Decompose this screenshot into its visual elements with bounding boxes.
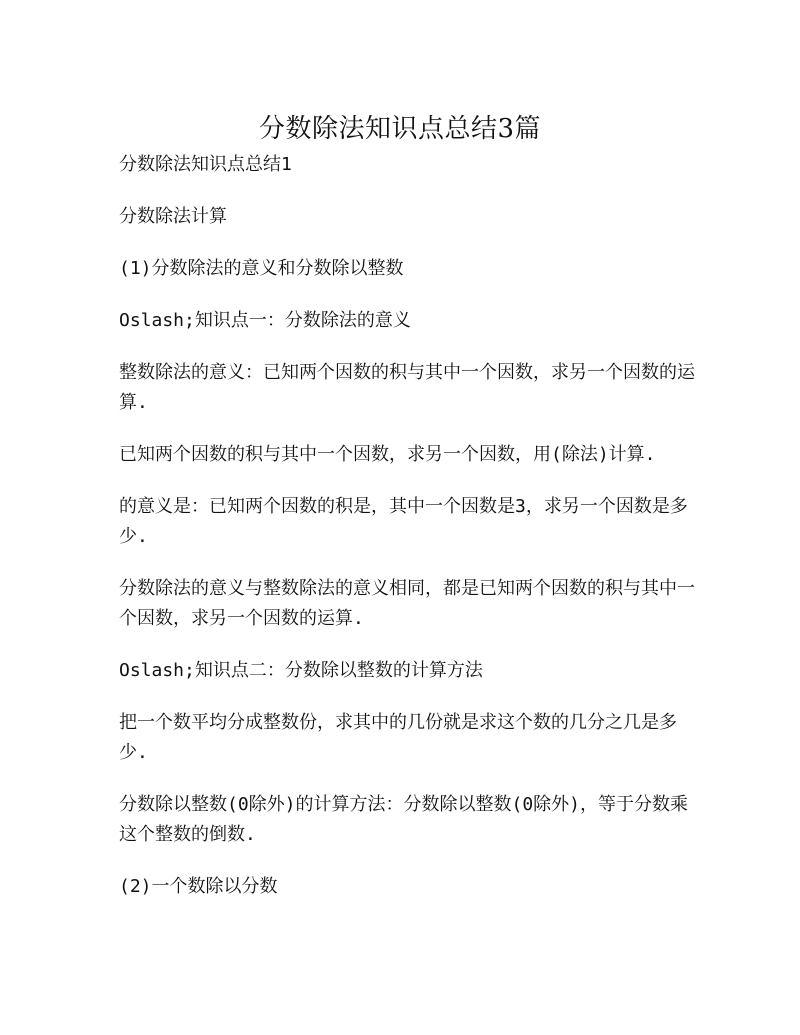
paragraph: 已知两个因数的积与其中一个因数，求另一个因数，用(除法)计算. bbox=[119, 444, 656, 465]
paragraph: 把一个数平均分成整数份，求其中的几份就是求这个数的几分之几是多少. bbox=[119, 712, 677, 763]
section-heading: 分数除法知识点总结1 bbox=[119, 154, 292, 175]
topic-heading: (1)分数除法的意义和分数除以整数 bbox=[119, 258, 404, 279]
paragraph: 的意义是：已知两个因数的积是，其中一个因数是3，求另一个因数是多少. bbox=[119, 496, 688, 547]
paragraph: 分数除法的意义与整数除法的意义相同，都是已知两个因数的积与其中一个因数，求另一个因数的运算. bbox=[119, 578, 695, 629]
topic-heading: (2)一个数除以分数 bbox=[119, 876, 278, 897]
knowledge-point-heading: Oslash;知识点二：分数除以整数的计算方法 bbox=[119, 660, 483, 681]
paragraph: 分数除以整数(0除外)的计算方法：分数除以整数(0除外)，等于分数乘这个整数的倒数. bbox=[119, 794, 689, 845]
document-body bbox=[119, 150, 704, 924]
document-title: 分数除法知识点总结3篇 bbox=[258, 114, 542, 144]
knowledge-point-heading: Oslash;知识点一：分数除法的意义 bbox=[119, 310, 411, 331]
paragraph: 整数除法的意义：已知两个因数的积与其中一个因数，求另一个因数的运算. bbox=[119, 362, 695, 413]
subsection-heading: 分数除法计算 bbox=[119, 206, 227, 227]
